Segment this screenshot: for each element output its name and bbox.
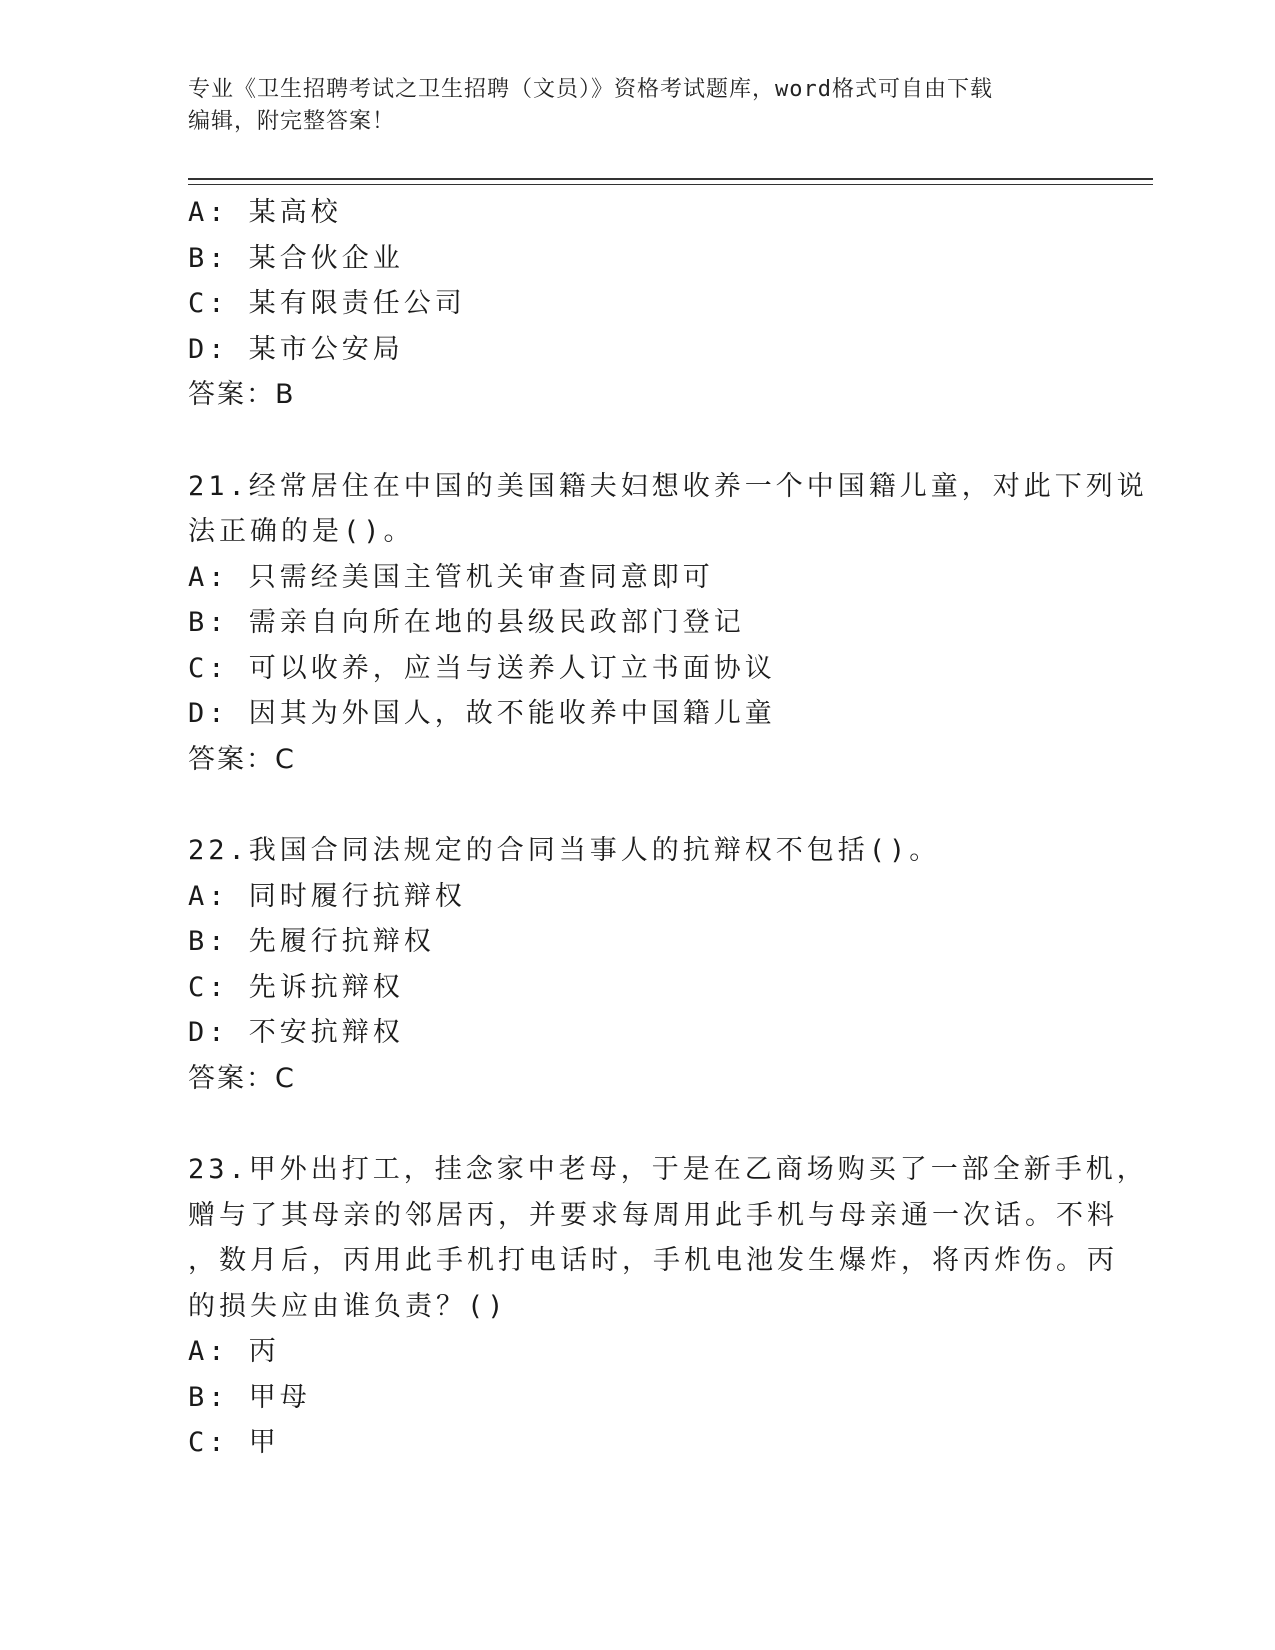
option-d: D: 不安抗辩权	[188, 1017, 404, 1048]
option-c: C: 某有限责任公司	[188, 288, 466, 319]
question-block-23	[188, 1147, 1148, 1466]
option-d: D: 某市公安局	[188, 333, 404, 365]
option-c: C: 先诉抗辩权	[188, 971, 404, 1003]
question-stem-line: 22.我国合同法规定的合同当事人的抗辩权不包括()。	[188, 835, 941, 866]
header-rule-thick	[188, 178, 1153, 180]
header-rule-thin	[188, 184, 1153, 185]
option-a: A: 同时履行抗辩权	[188, 880, 466, 912]
option-b: B: 需亲自向所在地的县级民政部门登记	[188, 607, 745, 638]
answer-line: 答案：C	[188, 743, 296, 775]
answer-line: 答案：B	[188, 379, 296, 410]
option-a: A: 只需经美国主管机关审查同意即可	[188, 561, 714, 593]
page-header	[188, 74, 1088, 138]
question-stem-line: ，数月后，丙用此手机打电话时，手机电池发生爆炸，将丙炸伤。丙	[188, 1245, 1118, 1276]
question-block-21	[188, 464, 1148, 783]
option-b: B: 先履行抗辩权	[188, 926, 435, 957]
question-stem-line: 21.经常居住在中国的美国籍夫妇想收养一个中国籍儿童，对此下列说	[188, 470, 1148, 502]
option-a: A: 某高校	[188, 197, 342, 228]
option-c: C: 甲	[188, 1427, 280, 1458]
question-list	[188, 190, 1148, 1466]
question-stem-line: 23.甲外出打工，挂念家中老母，于是在乙商场购买了一部全新手机，	[188, 1154, 1148, 1185]
option-b: B: 某合伙企业	[188, 242, 404, 274]
answer-line: 答案：C	[188, 1062, 296, 1094]
spacer	[188, 1101, 1088, 1147]
question-block-prev	[188, 190, 1088, 418]
question-block-22	[188, 828, 1088, 1101]
spacer	[188, 418, 1088, 464]
question-stem-line: 的损失应由谁负责？()	[188, 1290, 508, 1322]
header-line-1: 专业《卫生招聘考试之卫生招聘（文员）》资格考试题库，word格式可自由下载	[188, 77, 993, 102]
question-stem-line: 赠与了其母亲的邻居丙，并要求每周用此手机与母亲通一次话。不料	[188, 1199, 1118, 1231]
header-line-2: 编辑，附完整答案！	[188, 109, 396, 134]
spacer	[188, 782, 1088, 828]
option-a: A: 丙	[188, 1336, 280, 1367]
option-b: B: 甲母	[188, 1381, 311, 1413]
question-stem-line: 法正确的是()。	[188, 516, 415, 547]
option-c: C: 可以收养，应当与送养人订立书面协议	[188, 652, 776, 684]
option-d: D: 因其为外国人，故不能收养中国籍儿童	[188, 698, 776, 729]
